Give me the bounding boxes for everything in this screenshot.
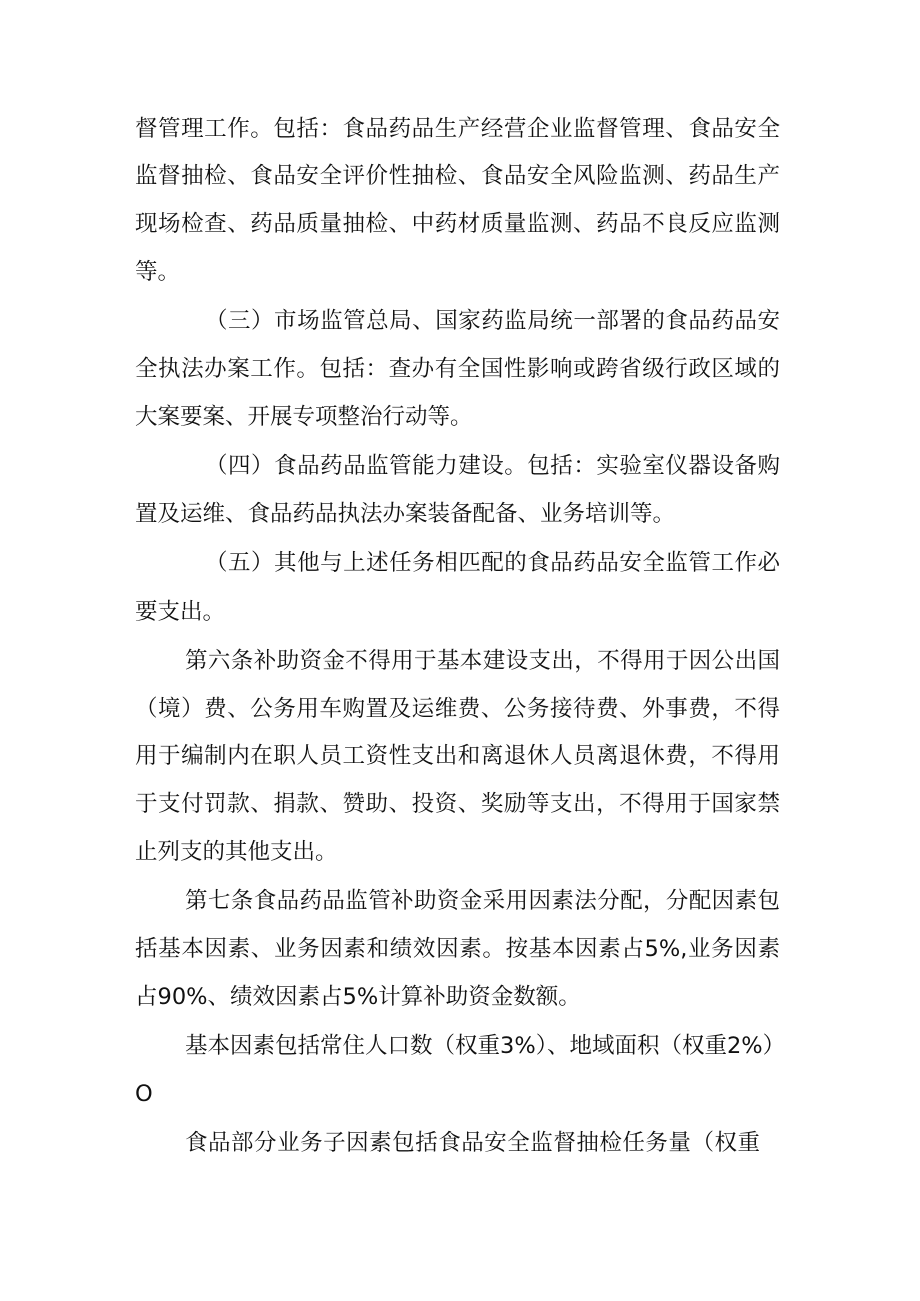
text-line: 要支出。 [135,599,226,625]
text-line: 括基本因素、业务因素和绩效因素。按基本因素占5%,业务因素 [135,936,780,962]
text-line: 于支付罚款、捐款、赞助、投资、奖励等支出，不得用于国家禁 [135,791,780,817]
text-line: 大案要案、开展专项整治行动等。 [135,404,473,430]
text-line: 基本因素包括常住人口数（权重3%）、地域面积（权重2%） [185,1033,786,1059]
text-line: 占90%、绩效因素占5%计算补助资金数额。 [135,984,581,1010]
text-line: （五）其他与上述任务相匹配的食品药品安全监管工作必 [205,550,780,576]
text-line: 督管理工作。包括：食品药品生产经营企业监督管理、食品安全 [135,116,780,142]
text-line: 食品部分业务子因素包括食品安全监督抽检任务量（权重 [185,1130,760,1156]
text-line: 第六条补助资金不得用于基本建设支出，不得用于因公出国 [185,648,780,674]
text-line: （三）市场监管总局、国家药监局统一部署的食品药品安 [205,308,780,334]
text-line: 监督抽检、食品安全评价性抽检、食品安全风险监测、药品生产 [135,163,780,189]
text-line: 全执法办案工作。包括：查办有全国性影响或跨省级行政区域的 [135,356,780,382]
text-line: O [135,1081,153,1107]
text-line: （境）费、公务用车购置及运维费、公务接待费、外事费，不得 [135,696,780,722]
text-line: 置及运维、食品药品执法办案装备配备、业务培训等。 [135,501,676,527]
text-line: 止列支的其他支出。 [135,839,338,865]
text-line: 用于编制内在职人员工资性支出和离退休人员离退休费，不得用 [135,743,780,769]
text-line: 等。 [135,259,181,285]
text-line: 现场检查、药品质量抽检、中药材质量监测、药品不良反应监测 [135,211,780,237]
text-line: （四）食品药品监管能力建设。包括：实验室仪器设备购 [205,453,780,479]
text-line: 第七条食品药品监管补助资金采用因素法分配，分配因素包 [185,888,780,914]
